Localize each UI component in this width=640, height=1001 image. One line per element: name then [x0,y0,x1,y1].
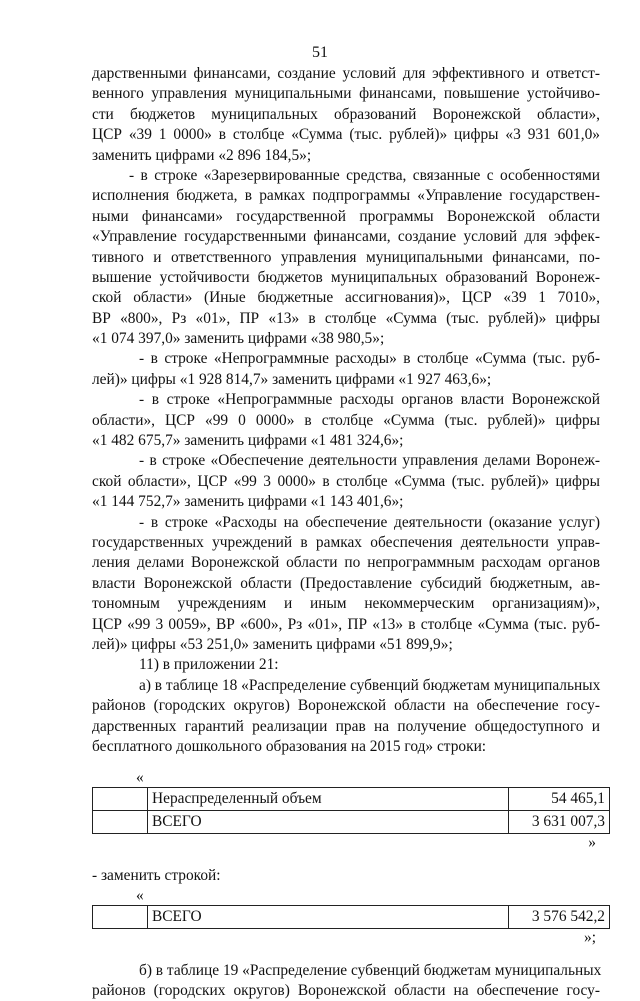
text-line: «1 074 397,0» заменить цифрами «38 980,5»; [92,330,385,348]
text-line: а) в таблице 18 «Распределение субвенций бюджетам муниципальных [139,676,601,694]
table-cell [93,811,148,834]
text-line: государственных учреждений в рамках обеспечения деятельности управ- [92,533,600,551]
text-line: б) в таблице 19 «Распределение субвенций бюджетам муниципальных [139,961,602,979]
text-line: дарственными финансами, создание условий для эффективного и ответст- [92,65,600,82]
table-cell-label: Нераспределенный объем [148,788,509,811]
text-line: власти Воронежской области (Предоставление субсидий бюджетным, ав- [92,574,600,592]
document-body [92,64,605,1001]
table-replacement-row [92,905,610,929]
text-line: районов (городских округов) Воронежской области на обеспечение госу- [92,697,600,715]
table2-open-quote: « [136,886,144,904]
table-cell [93,788,148,811]
text-line: - в строке «Зарезервированные средства, связанные с особенностями [129,166,600,184]
text-line: ления делами Воронежской области по непрограммным расходам органов [92,554,600,572]
text-line: исполнения бюджета, в рамках подпрограммы «Управление государствен- [92,187,600,205]
text-line: «Управление государственными финансами, создание условий для эффек- [92,228,600,246]
text-line: ЦСР «39 1 0000» в столбце «Сумма (тыс. рублей)» цифры «3 931 601,0» [92,126,600,144]
text-line: лей)» цифры «1 928 814,7» заменить цифрами «1 927 463,6»; [92,370,492,388]
table-cell-value: 3 631 007,3 [509,811,610,834]
text-line: ВР «800», Рз «01», ПР «13» в столбце «Сумма (тыс. рублей)» цифры [92,309,600,327]
table-row [93,788,610,811]
text-line: венного управления муниципальными финансами, повышение устойчиво- [92,85,600,103]
table-cell [93,905,148,928]
table-18-rows [92,787,610,834]
table2-close-quote: »; [584,928,596,946]
text-line: сти бюджетов муниципальных образований Воронежской области», [92,105,600,123]
item-11-heading: 11) в приложении 21: [139,656,279,674]
text-line: заменить цифрами «2 896 184,5»; [92,146,312,164]
text-line: «1 144 752,7» заменить цифрами «1 143 401,6»; [92,493,404,511]
table-cell-label: ВСЕГО [148,905,509,928]
text-line: «1 482 675,7» заменить цифрами «1 481 324,6»; [92,432,404,450]
text-line: ЦСР «99 3 0059», ВР «600», Рз «01», ПР «13» в столбце «Сумма (тыс. руб- [92,615,600,633]
text-line: тивного и ответственного управления муниципальными финансами, по- [92,248,600,266]
text-line: области», ЦСР «99 0 0000» в столбце «Сумма (тыс. рублей)» цифры [92,411,600,429]
table1-open-quote: « [136,769,144,787]
text-line: - в строке «Непрограммные расходы органов власти Воронежской [139,391,600,409]
table-row [93,905,610,928]
table1-close-quote: » [588,834,596,852]
text-line: - в строке «Непрограммные расходы» в столбце «Сумма (тыс. руб- [139,350,600,368]
replace-label: - заменить строкой: [92,867,221,885]
text-line: - в строке «Расходы на обеспечение деятельности (оказание услуг) [139,513,600,531]
text-line: ными финансами» государственной программы Воронежской области [92,207,600,225]
table-cell-value: 54 465,1 [509,788,610,811]
table-cell-label: ВСЕГО [148,811,509,834]
text-line: - в строке «Обеспечение деятельности управления делами Воронеж- [139,452,600,470]
text-line: бесплатного дошкольного образования на 2015 год» строки: [92,737,487,755]
table-row [93,811,610,834]
text-line: дарственных гарантий реализации прав на получение общедоступного и [92,717,600,735]
text-line: ской области» (Иные бюджетные ассигнования)», ЦСР «39 1 7010», [92,289,600,307]
text-line: ской области», ЦСР «99 3 0000» в столбце «Сумма (тыс. рублей)» цифры [92,472,600,490]
text-line: районов (городских округов) Воронежской области на обеспечение госу- [92,982,600,1000]
text-line: тономным учреждениям и иным некоммерческим организациям)», [92,595,600,613]
text-line: вышение устойчивости бюджетов муниципальных образований Воронеж- [92,268,600,286]
table-cell-value: 3 576 542,2 [509,905,610,928]
text-line: лей)» цифры «53 251,0» заменить цифрами «51 899,9»; [92,635,453,653]
page-number: 51 [312,44,328,61]
